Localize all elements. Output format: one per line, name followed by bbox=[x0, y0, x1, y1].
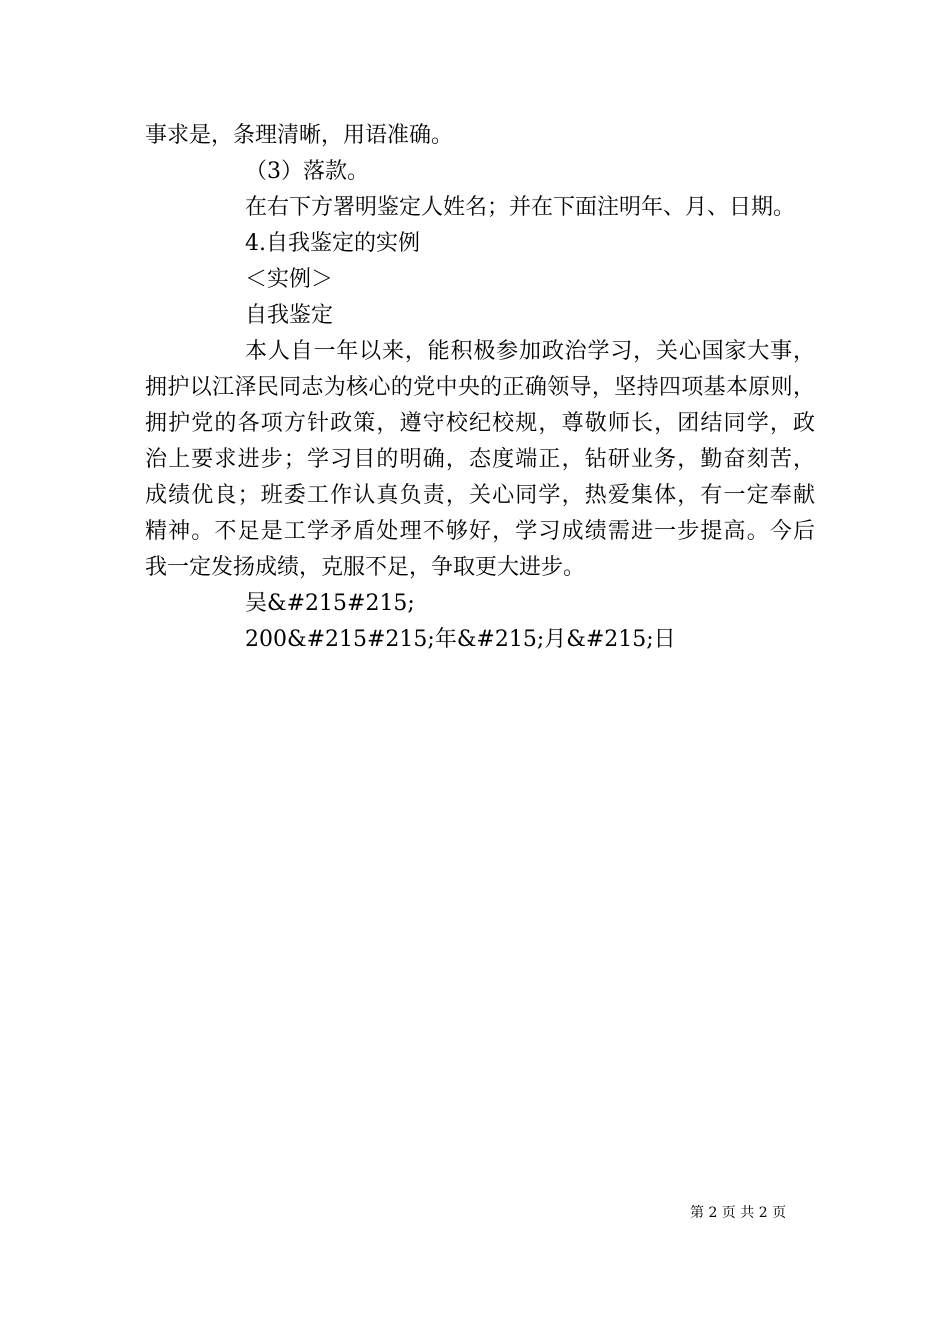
document-body bbox=[145, 118, 815, 658]
paragraph-line: （3）落款。 bbox=[245, 159, 369, 184]
paragraph-line: 本人自一年以来，能积极参加政治学习，关心国家大事， bbox=[245, 339, 815, 364]
paragraph-line: 事求是，条理清晰，用语准确。 bbox=[145, 123, 454, 148]
paragraph-line: 我一定发扬成绩，克服不足，争取更大进步。 bbox=[145, 555, 586, 580]
paragraph-line: 拥护以江泽民同志为核心的党中央的正确领导，坚持四项基本原则， bbox=[145, 375, 815, 400]
section-heading: 4.自我鉴定的实例 bbox=[245, 231, 420, 256]
paragraph-line: 拥护党的各项方针政策，遵守校纪校规，尊敬师长，团结同学，政 bbox=[145, 411, 815, 436]
page-footer: 第 2 页 共 2 页 bbox=[690, 1205, 787, 1221]
example-title: 自我鉴定 bbox=[245, 303, 334, 328]
signature-name: 吴&#215#215; bbox=[245, 591, 415, 616]
example-label: ＜实例＞ bbox=[245, 267, 334, 292]
paragraph-line: 在右下方署明鉴定人姓名；并在下面注明年、月、日期。 bbox=[245, 195, 796, 220]
signature-date: 200&#215#215;年&#215;月&#215;日 bbox=[245, 627, 676, 652]
paragraph-line: 精神。不足是工学矛盾处理不够好，学习成绩需进一步提高。今后 bbox=[145, 519, 815, 544]
paragraph-line: 治上要求进步；学习目的明确，态度端正，钻研业务，勤奋刻苦， bbox=[145, 447, 815, 472]
paragraph-line: 成绩优良；班委工作认真负责，关心同学，热爱集体，有一定奉献 bbox=[145, 483, 815, 508]
